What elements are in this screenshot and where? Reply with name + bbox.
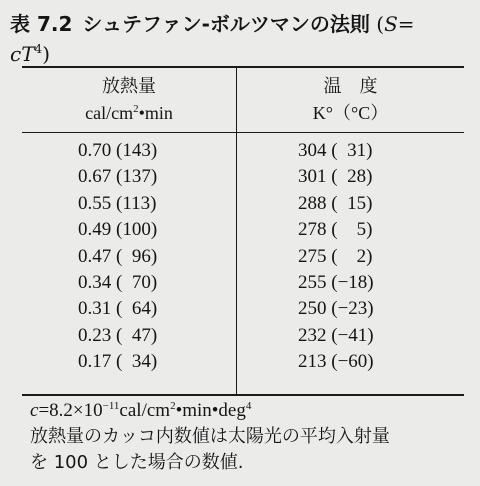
- column-header-heat: [22, 74, 236, 126]
- temperature-cell: 304 ( 31): [298, 140, 373, 161]
- heat-cell: 0.31 ( 64): [78, 298, 158, 320]
- heat-cell: 0.70 (143): [78, 140, 158, 161]
- table-row: [22, 270, 464, 296]
- column-header-temperature-label: 温 度: [323, 76, 378, 97]
- table-title: シュテファン-ボルツマンの法則: [82, 12, 370, 36]
- table-bottom-rule: [22, 394, 464, 396]
- temperature-cell: 213 (−60): [298, 351, 374, 373]
- table-number: 表 7.2: [10, 12, 73, 36]
- table-caption: [10, 9, 478, 69]
- table-row: [22, 217, 464, 243]
- formula-equals: =: [397, 12, 415, 36]
- table-notes: [30, 398, 470, 476]
- temperature-cell: 288 ( 15): [298, 192, 373, 214]
- heat-cell: 0.34 ( 70): [78, 271, 158, 293]
- constant-formula: $c=8.2\times 10^{-11}cal/cm^2•\min•deg^4$: [30, 400, 252, 421]
- table-top-rule: [22, 66, 464, 68]
- formula-close-paren: ): [42, 42, 50, 66]
- table-row: [22, 244, 464, 270]
- heat-cell: 0.23 ( 47): [78, 324, 158, 346]
- table-row: [22, 296, 464, 322]
- table-row: [22, 164, 464, 190]
- formula-exponent: 4: [34, 42, 43, 56]
- temperature-cell: 275 ( 2): [298, 245, 373, 267]
- note-line-1: 放熱量のカッコ内数値は太陽光の平均入射量: [30, 426, 390, 447]
- note-line-2: を 100 とした場合の数値.: [30, 452, 244, 473]
- table-row: [22, 138, 464, 164]
- table-body: [22, 138, 464, 376]
- heat-cell: 0.55 (113): [78, 192, 157, 214]
- column-header-heat-label: 放熱量: [102, 76, 156, 97]
- table-row: [22, 349, 464, 375]
- temperature-cell: 232 (−41): [298, 324, 374, 346]
- formula-open-paren: (: [376, 12, 385, 36]
- table-row: [22, 323, 464, 349]
- heat-cell: 0.17 ( 34): [78, 351, 158, 373]
- heat-cell: 0.47 ( 96): [78, 245, 158, 267]
- heat-cell: 0.67 (137): [78, 166, 158, 188]
- temperature-cell: 278 ( 5): [298, 219, 373, 241]
- temperature-cell: 255 (−18): [298, 271, 374, 293]
- formula-S: S: [384, 12, 398, 36]
- table-header-rule: [22, 132, 464, 133]
- heat-cell: 0.49 (100): [78, 219, 158, 241]
- temperature-cell: 250 (−23): [298, 298, 374, 320]
- column-header-temperature: [237, 74, 464, 126]
- formula-cT: cT: [10, 42, 35, 66]
- temperature-cell: 301 ( 28): [298, 166, 373, 188]
- column-header-heat-unit: cal/$cm^2•\min$: [85, 103, 173, 123]
- column-header-temperature-unit: K°（°C）: [312, 103, 389, 123]
- table-row: [22, 191, 464, 217]
